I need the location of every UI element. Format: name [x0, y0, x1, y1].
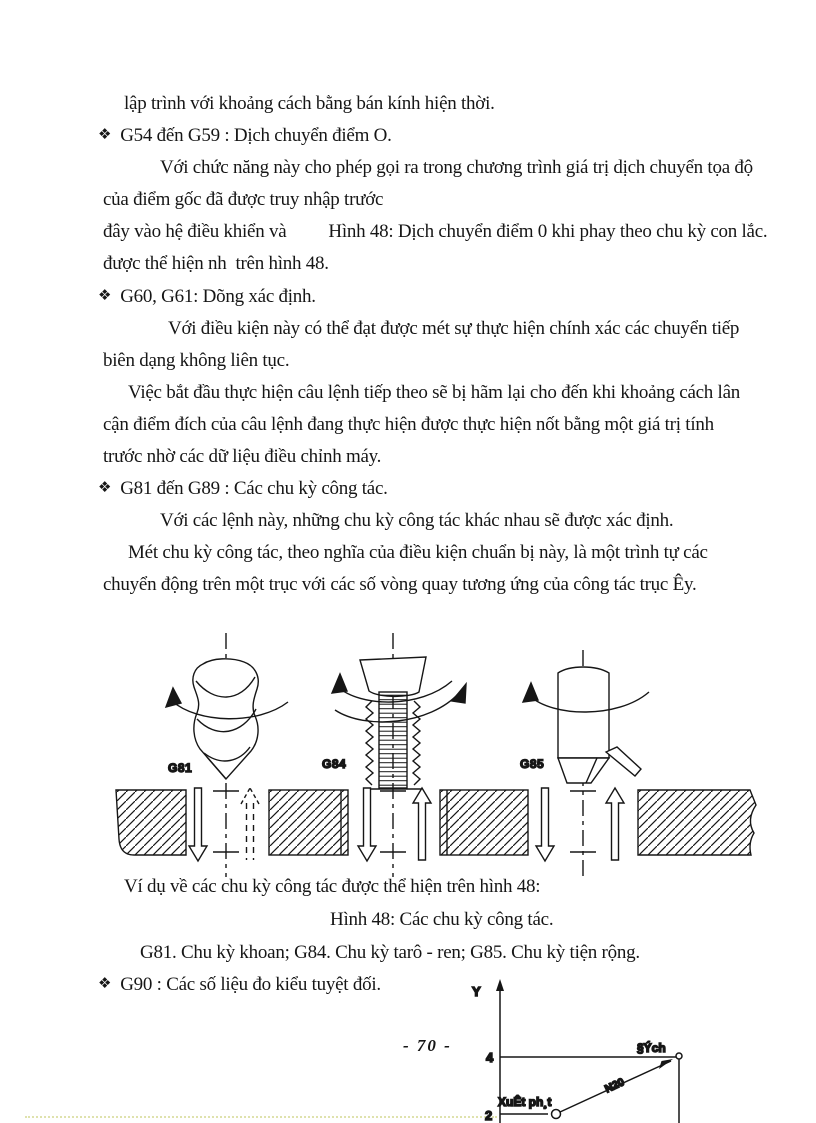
text-line-with-inline-caption [103, 216, 768, 248]
bullet-label: G60, G61: Dõng xác định. [120, 285, 316, 307]
g81-label: G81 [168, 761, 193, 775]
block-3 [440, 790, 528, 855]
block-4 [638, 790, 756, 855]
g85-up-arrow [606, 788, 624, 860]
block-edge-lines [341, 790, 447, 855]
diamond-bullet-icon: ❖ [98, 478, 112, 497]
diamond-bullet-icon: ❖ [98, 974, 112, 993]
figure-working-cycles [0, 612, 816, 880]
g81-down-arrow [189, 788, 207, 861]
g81-rotation-arrowhead [166, 688, 181, 707]
dest-point-marker [676, 1053, 682, 1059]
g84-down-arrow [358, 788, 376, 861]
page-number: - 70 - [403, 1036, 452, 1055]
g85-boring-tool [520, 667, 649, 783]
bullet-item-g81-g89 [98, 473, 743, 505]
workpiece-blocks [116, 790, 756, 855]
text-line: Với các lệnh này, những chu kỳ công tác khác nhau sẽ được xác định. [160, 510, 674, 532]
text-line: lập trình với khoảng cách bằng bán kính hiện thời. [124, 93, 495, 114]
block-2 [269, 790, 348, 855]
g81-dashed-up-arrow [241, 788, 259, 860]
text-line: của điểm gốc đã được truy nhập trước [103, 189, 384, 211]
g84-label: G84 [322, 757, 347, 771]
text-line: Ví dụ về các chu kỳ công tác được thể hiện trên hình 48: [124, 876, 541, 897]
tick4-value: 4 [486, 1050, 494, 1065]
bullet-item-g54-g59 [98, 120, 743, 152]
inline-figure-caption: Hình 48: Dịch chuyển điểm 0 khi phay theo chu kỳ con lắc. [328, 221, 768, 243]
text-line: cận điểm đích của câu lệnh đang thực hiện được thực hiện nốt bằng một giá trị tính [103, 413, 714, 435]
start-point-label: XuÊt ph¸t [498, 1095, 552, 1109]
diamond-bullet-icon: ❖ [98, 285, 112, 304]
upper-text-block [98, 88, 768, 602]
block-1 [116, 790, 186, 855]
text-line: chuyển động trên một trục với các số vòng quay tương ứng của công tác trục Êy. [103, 574, 697, 596]
tick2-value: 2 [485, 1108, 493, 1123]
text-line: Mét chu kỳ công tác, theo nghĩa của điều kiện chuẩn bị này, là một trình tự các [128, 542, 708, 564]
figure-legend-line: G81. Chu kỳ khoan; G84. Chu kỳ tarô - ren; G85. Chu kỳ tiện rộng. [140, 941, 640, 963]
bullet-label: G54 đến G59 : Dịch chuyển điểm O. [120, 125, 392, 147]
segment-label: N20 [603, 1076, 627, 1096]
bullet-label: G81 đến G89 : Các chu kỳ công tác. [120, 478, 388, 500]
text-line: Việc bắt đầu thực hiện câu lệnh tiếp theo sẽ bị hãm lại cho đến khi khoảng cách lân [128, 381, 741, 403]
figure-caption: Hình 48: Các chu kỳ công tác. [330, 908, 554, 930]
text-line: trước nhờ các dữ liệu điều chỉnh máy. [103, 446, 382, 468]
start-point-marker [552, 1110, 561, 1119]
g84-tap-tool [322, 657, 466, 789]
g85-rotation-arrowhead [523, 683, 538, 702]
text-line: Với điều kiện này có thể đạt được mét sự thực hiện chính xác các chuyển tiếp [168, 317, 740, 339]
feed-arrows [189, 788, 624, 861]
diamond-bullet-icon: ❖ [98, 125, 112, 144]
g84-up-arrow [413, 788, 431, 860]
text-line: được thể hiện nh trên hình 48. [103, 253, 329, 275]
move-vector-n20 [560, 1059, 673, 1112]
bullet-label: G90 : Các số liệu đo kiểu tuyệt đối. [120, 974, 381, 996]
text-segment: đây vào hệ điều khiển và [103, 221, 287, 243]
g81-drill-tool [166, 659, 288, 779]
text-line: biên dạng không liên tục. [103, 349, 290, 371]
g84-rotation-arrowhead-right [452, 684, 466, 703]
g84-rotation-arrowhead-left [332, 674, 347, 693]
g85-label: G85 [520, 757, 545, 771]
dest-point-label: §Ých [637, 1041, 666, 1055]
figure-absolute-measure-graph [380, 975, 816, 1123]
bullet-item-g60-g61 [98, 281, 743, 313]
g85-down-arrow [536, 788, 554, 861]
text-line: Với chức năng này cho phép gọi ra trong chương trình giá trị dịch chuyển tọa độ [160, 157, 753, 179]
y-axis-label: Y [472, 984, 481, 999]
